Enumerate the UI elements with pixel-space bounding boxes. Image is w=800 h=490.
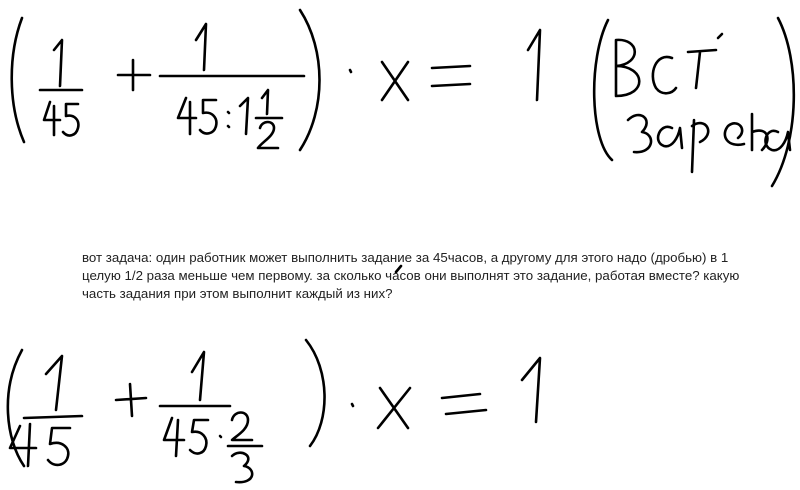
problem-line-3: часть задания при этом выполнит каждый из них? (82, 286, 393, 301)
term2-frac-den-3 (232, 453, 252, 482)
term2-frac-num-2 (232, 413, 252, 441)
term2-denominator-4 (164, 418, 184, 456)
term1-fraction-bottom (10, 356, 82, 466)
term2-divide-dot (220, 436, 221, 437)
problem-line-2: целую 1/2 раза меньше чем первому. за сколько часов они выполнят это задание, работая вместе? какую (82, 268, 740, 283)
plus-sign-bottom (116, 384, 146, 416)
problem-line-1: вот задача: один работник может выполнить задание за 45часов, а другому для этого надо (дробью) в 1 (82, 250, 729, 265)
rhs-1-bottom (522, 358, 540, 422)
term1-numerator-1 (46, 356, 62, 410)
term2-denominator-5 (190, 420, 208, 453)
term2-numerator-1 (192, 352, 204, 400)
term1-denominator-5 (48, 428, 70, 465)
stray-mark (396, 266, 401, 272)
close-paren-bottom (306, 340, 325, 446)
term2-fraction-bottom (160, 352, 262, 482)
equals-bottom (442, 394, 486, 414)
multiply-dot-bottom (352, 404, 353, 406)
variable-x-bottom (378, 388, 410, 428)
term1-fraction-bar (24, 416, 82, 418)
